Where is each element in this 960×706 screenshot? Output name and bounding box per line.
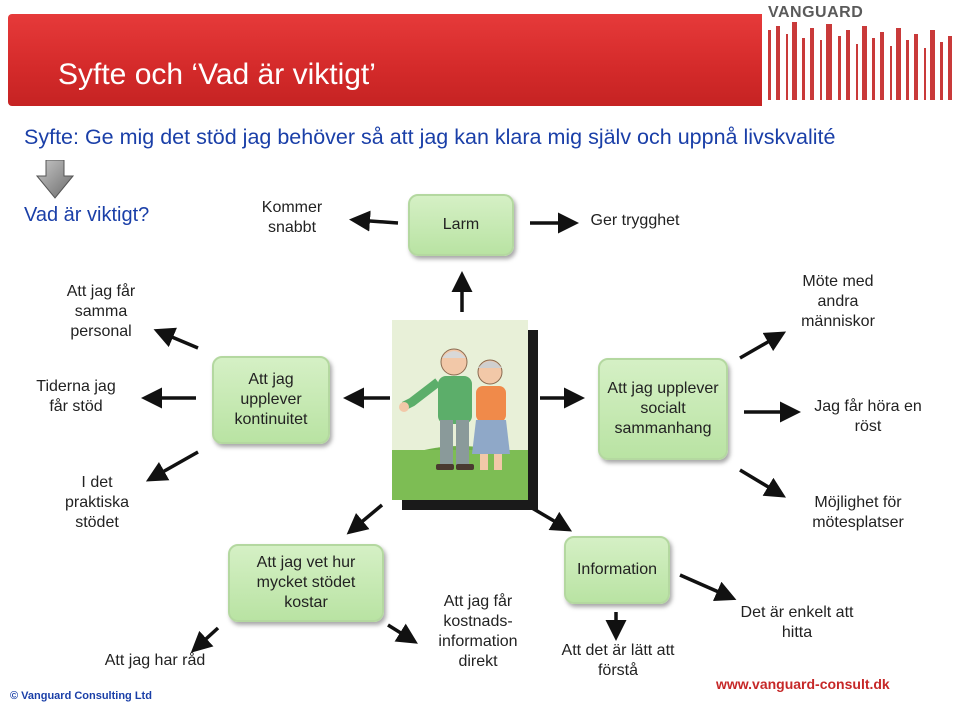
- node-kontinuitet: Att jag upplever kontinuitet: [212, 356, 330, 444]
- node-mote-med: Möte med andra människor: [801, 273, 875, 330]
- node-larm: Larm: [408, 194, 514, 256]
- page-title: Syfte och ‘Vad är viktigt’: [58, 58, 376, 91]
- website-link[interactable]: www.vanguard-consult.dk: [716, 676, 890, 692]
- node-kostnad: Att jag får kostnads-information direkt: [438, 593, 518, 670]
- node-praktiska: I det praktiska stödet: [64, 474, 130, 531]
- node-hora: Jag får höra en röst: [814, 398, 922, 435]
- node-latt: Att det är lätt att förstå: [561, 642, 675, 679]
- elderly-couple-illustration: [392, 320, 528, 510]
- node-mojlighet: Möjlighet för mötesplatser: [812, 494, 904, 531]
- node-information: Information: [564, 536, 670, 604]
- purpose-statement: Syfte: Ge mig det stöd jag behöver så att jag kan klara mig själv och uppnå livskvalité: [24, 125, 836, 149]
- node-enkelt: Det är enkelt att hitta: [740, 604, 854, 641]
- node-tiderna: Tiderna jag får stöd: [36, 378, 116, 415]
- node-samma-personal: Att jag får samma personal: [66, 283, 136, 340]
- logo-text: VANGUARD: [768, 4, 864, 21]
- node-har-rad: Att jag har råd: [104, 652, 206, 669]
- copyright-text: © Vanguard Consulting Ltd: [10, 690, 152, 702]
- node-ger-trygghet: Ger trygghet: [590, 212, 680, 229]
- node-socialt: Att jag upplever socialt sammanhang: [598, 358, 728, 460]
- node-vet-hur: Att jag vet hur mycket stödet kostar: [228, 544, 384, 622]
- question-label: Vad är viktigt?: [24, 204, 150, 226]
- node-kommer-snabbt: Kommer snabbt: [261, 199, 323, 236]
